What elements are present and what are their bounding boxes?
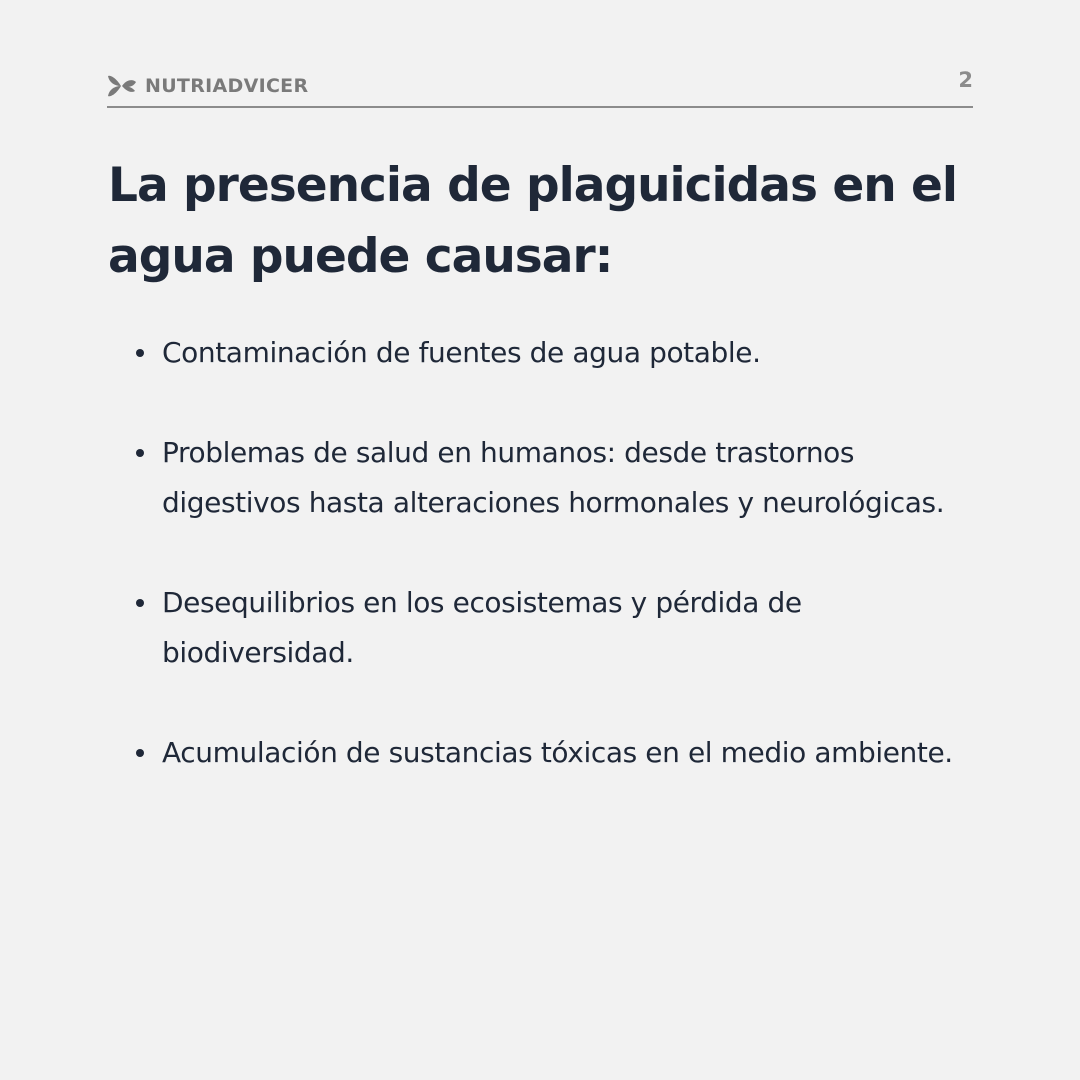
bullet-icon (136, 449, 144, 457)
list-item (162, 578, 962, 678)
list-item (162, 728, 962, 778)
header-bar (107, 66, 973, 108)
bullet-icon (136, 749, 144, 757)
list-item-text: Acumulación de sustancias tóxicas en el medio ambiente. (162, 736, 953, 769)
bullet-icon (136, 599, 144, 607)
brand (107, 74, 308, 98)
bullet-icon (136, 349, 144, 357)
bullet-list (162, 328, 962, 828)
list-item (162, 328, 962, 378)
list-item-text: Contaminación de fuentes de agua potable. (162, 336, 761, 369)
leaf-logo-icon (107, 74, 137, 98)
brand-name: NUTRIADVICER (145, 75, 309, 97)
list-item-text: Desequilibrios en los ecosistemas y pérdida de biodiversidad. (162, 586, 802, 669)
list-item-text: Problemas de salud en humanos: desde trastornos digestivos hasta alteraciones hormonales y neurológicas. (162, 436, 945, 519)
page-number: 2 (958, 68, 973, 92)
list-item (162, 428, 962, 528)
page-title: La presencia de plaguicidas en el agua puede causar: (108, 158, 958, 284)
